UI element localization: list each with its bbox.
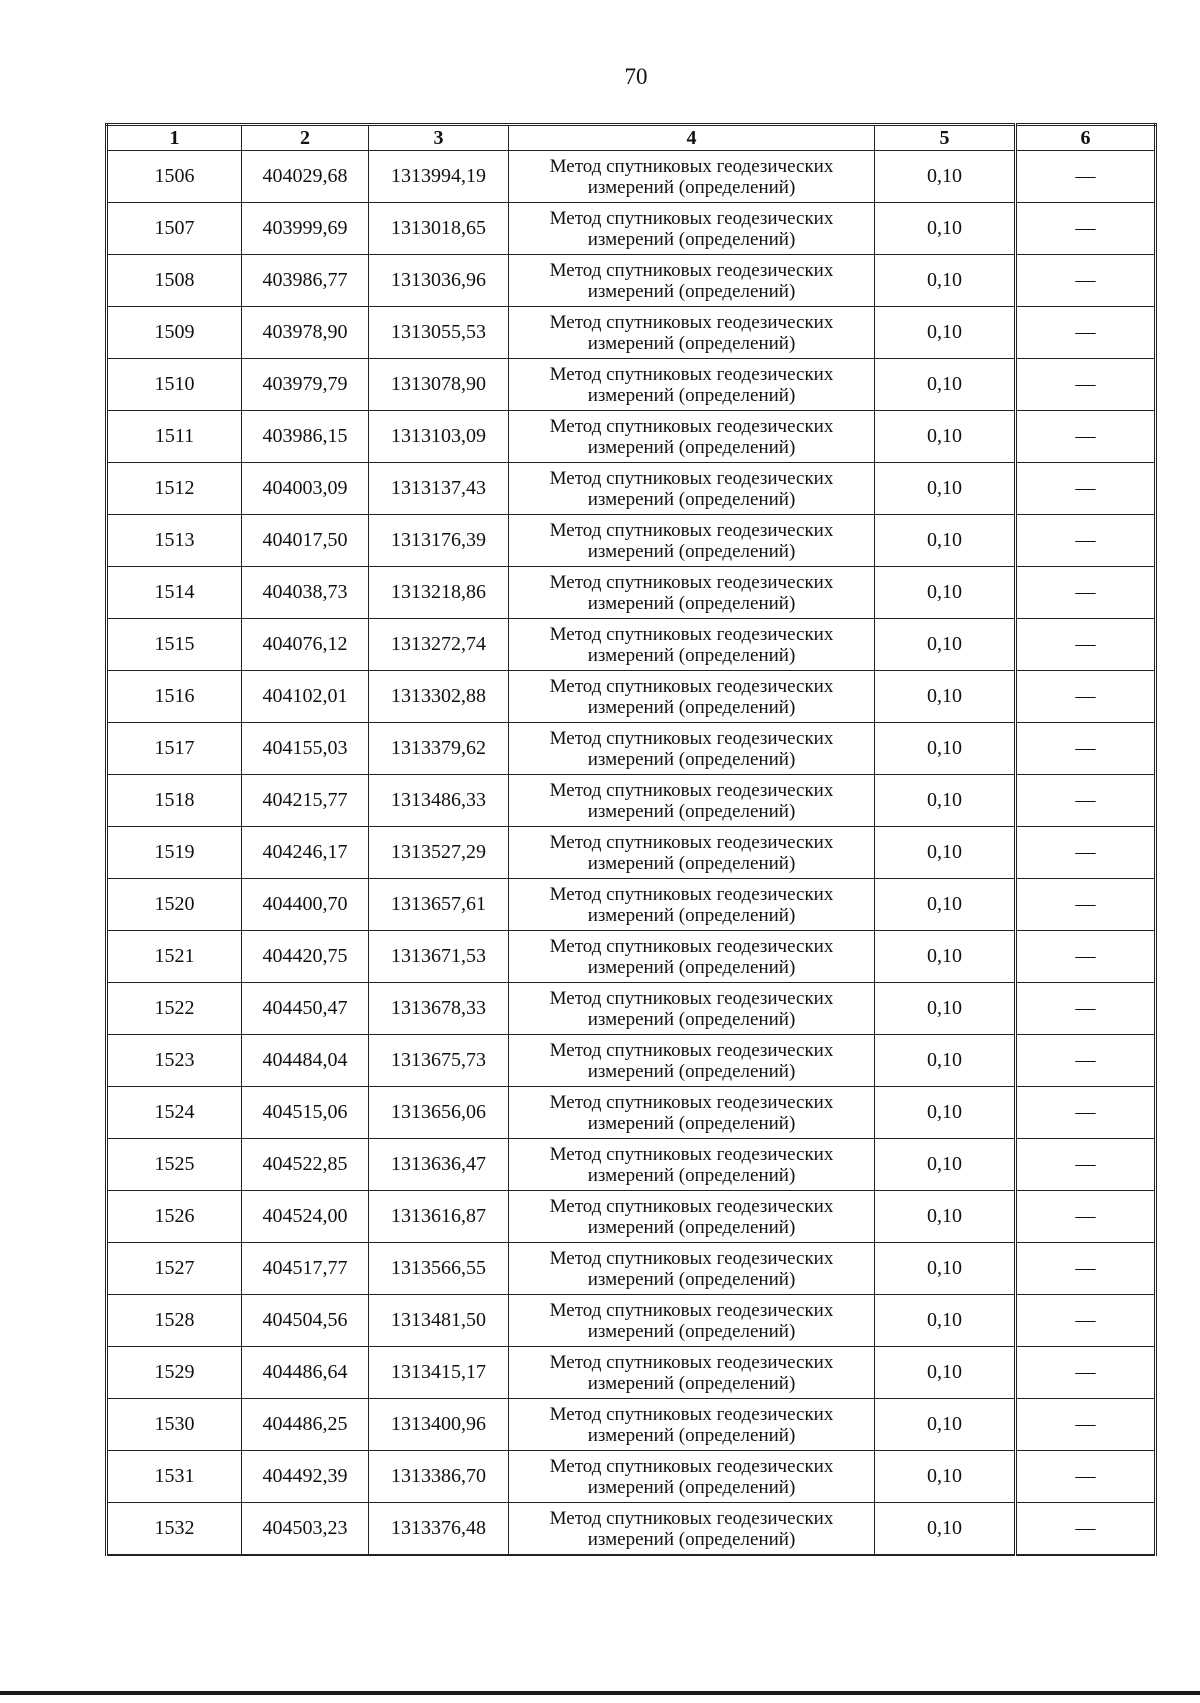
- method-cell: [509, 1399, 875, 1451]
- note-cell: [1016, 1139, 1156, 1191]
- method-cell: [509, 307, 875, 359]
- x-coordinate-cell: 404420,75: [242, 931, 369, 983]
- x-coordinate-cell: 403978,90: [242, 307, 369, 359]
- point-number-cell: 1507: [107, 203, 242, 255]
- note-cell: [1016, 1191, 1156, 1243]
- note-cell: [1016, 203, 1156, 255]
- accuracy-cell: 0,10: [875, 203, 1016, 255]
- x-coordinate-cell: 404503,23: [242, 1503, 369, 1556]
- method-cell: [509, 203, 875, 255]
- point-number-cell: 1516: [107, 671, 242, 723]
- x-coordinate-cell: 403986,15: [242, 411, 369, 463]
- dash-mark: —: [1075, 1205, 1096, 1227]
- y-coordinate-cell: 1313176,39: [369, 515, 509, 567]
- note-cell: [1016, 463, 1156, 515]
- table-row: [107, 463, 1156, 515]
- dash-mark: —: [1075, 1465, 1096, 1487]
- accuracy-cell: 0,10: [875, 463, 1016, 515]
- y-coordinate-cell: 1313379,62: [369, 723, 509, 775]
- method-line-1: Метод спутниковых геодезических: [549, 935, 834, 957]
- point-number-cell: 1524: [107, 1087, 242, 1139]
- point-number-cell: 1519: [107, 827, 242, 879]
- header-col-1: 1: [107, 125, 242, 151]
- method-cell: [509, 931, 875, 983]
- dash-mark: —: [1075, 581, 1096, 603]
- y-coordinate-cell: 1313994,19: [369, 151, 509, 203]
- point-number-cell: 1512: [107, 463, 242, 515]
- dash-mark: —: [1075, 1361, 1096, 1383]
- accuracy-cell: 0,10: [875, 151, 1016, 203]
- accuracy-cell: 0,10: [875, 1399, 1016, 1451]
- x-coordinate-cell: 404155,03: [242, 723, 369, 775]
- method-cell: [509, 619, 875, 671]
- note-cell: [1016, 1399, 1156, 1451]
- accuracy-cell: 0,10: [875, 879, 1016, 931]
- method-line-1: Метод спутниковых геодезических: [549, 571, 834, 593]
- method-cell: [509, 827, 875, 879]
- point-number-cell: 1525: [107, 1139, 242, 1191]
- note-cell: [1016, 931, 1156, 983]
- note-cell: [1016, 1503, 1156, 1556]
- x-coordinate-cell: 404017,50: [242, 515, 369, 567]
- header-col-2: 2: [242, 125, 369, 151]
- y-coordinate-cell: 1313486,33: [369, 775, 509, 827]
- note-cell: [1016, 359, 1156, 411]
- table-row: [107, 411, 1156, 463]
- dash-mark: —: [1075, 269, 1096, 291]
- method-cell: [509, 1243, 875, 1295]
- method-cell: [509, 723, 875, 775]
- y-coordinate-cell: 1313018,65: [369, 203, 509, 255]
- point-number-cell: 1511: [107, 411, 242, 463]
- dash-mark: —: [1075, 1257, 1096, 1279]
- point-number-cell: 1510: [107, 359, 242, 411]
- dash-mark: —: [1075, 1413, 1096, 1435]
- y-coordinate-cell: 1313218,86: [369, 567, 509, 619]
- method-line-1: Метод спутниковых геодезических: [549, 727, 834, 749]
- method-cell: [509, 983, 875, 1035]
- page-number: 70: [624, 64, 648, 89]
- method-line-1: Метод спутниковых геодезических: [549, 259, 834, 281]
- method-line-1: Метод спутниковых геодезических: [549, 155, 834, 177]
- point-number-cell: 1530: [107, 1399, 242, 1451]
- method-line-1: Метод спутниковых геодезических: [549, 1143, 834, 1165]
- method-line-1: Метод спутниковых геодезических: [549, 467, 834, 489]
- method-line-1: Метод спутниковых геодезических: [549, 883, 834, 905]
- accuracy-cell: 0,10: [875, 1503, 1016, 1556]
- header-col-3: 3: [369, 125, 509, 151]
- method-line-2: измерений (определений): [587, 228, 796, 250]
- x-coordinate-cell: 403986,77: [242, 255, 369, 307]
- x-coordinate-cell: 404522,85: [242, 1139, 369, 1191]
- x-coordinate-cell: 404246,17: [242, 827, 369, 879]
- method-line-1: Метод спутниковых геодезических: [549, 1039, 834, 1061]
- table-row: [107, 151, 1156, 203]
- accuracy-cell: 0,10: [875, 359, 1016, 411]
- table-row: [107, 567, 1156, 619]
- accuracy-cell: 0,10: [875, 723, 1016, 775]
- method-cell: [509, 1295, 875, 1347]
- table-row: [107, 307, 1156, 359]
- y-coordinate-cell: 1313656,06: [369, 1087, 509, 1139]
- table-row: [107, 879, 1156, 931]
- x-coordinate-cell: 404515,06: [242, 1087, 369, 1139]
- table-header: [107, 125, 1156, 151]
- method-line-2: измерений (определений): [587, 644, 796, 666]
- note-cell: [1016, 619, 1156, 671]
- accuracy-cell: 0,10: [875, 1139, 1016, 1191]
- table-row: [107, 1087, 1156, 1139]
- table-row: [107, 515, 1156, 567]
- method-line-2: измерений (определений): [587, 384, 796, 406]
- coordinates-table: [105, 123, 1157, 1556]
- x-coordinate-cell: 404215,77: [242, 775, 369, 827]
- method-line-2: измерений (определений): [587, 696, 796, 718]
- y-coordinate-cell: 1313078,90: [369, 359, 509, 411]
- note-cell: [1016, 1347, 1156, 1399]
- accuracy-cell: 0,10: [875, 1243, 1016, 1295]
- dash-mark: —: [1075, 633, 1096, 655]
- table-row: [107, 1191, 1156, 1243]
- y-coordinate-cell: 1313376,48: [369, 1503, 509, 1556]
- table-row: [107, 827, 1156, 879]
- point-number-cell: 1526: [107, 1191, 242, 1243]
- x-coordinate-cell: 404038,73: [242, 567, 369, 619]
- x-coordinate-cell: 404492,39: [242, 1451, 369, 1503]
- method-line-2: измерений (определений): [587, 1476, 796, 1498]
- accuracy-cell: 0,10: [875, 827, 1016, 879]
- method-line-1: Метод спутниковых геодезических: [549, 311, 834, 333]
- point-number-cell: 1515: [107, 619, 242, 671]
- accuracy-cell: 0,10: [875, 931, 1016, 983]
- table-row: [107, 1295, 1156, 1347]
- method-line-2: измерений (определений): [587, 1112, 796, 1134]
- dash-mark: —: [1075, 321, 1096, 343]
- table-row: [107, 1035, 1156, 1087]
- table-row: [107, 775, 1156, 827]
- y-coordinate-cell: 1313616,87: [369, 1191, 509, 1243]
- point-number-cell: 1520: [107, 879, 242, 931]
- note-cell: [1016, 515, 1156, 567]
- method-line-2: измерений (определений): [587, 1528, 796, 1550]
- y-coordinate-cell: 1313137,43: [369, 463, 509, 515]
- point-number-cell: 1508: [107, 255, 242, 307]
- accuracy-cell: 0,10: [875, 1295, 1016, 1347]
- point-number-cell: 1517: [107, 723, 242, 775]
- y-coordinate-cell: 1313675,73: [369, 1035, 509, 1087]
- point-number-cell: 1513: [107, 515, 242, 567]
- table-row: [107, 931, 1156, 983]
- accuracy-cell: 0,10: [875, 619, 1016, 671]
- note-cell: [1016, 723, 1156, 775]
- point-number-cell: 1523: [107, 1035, 242, 1087]
- y-coordinate-cell: 1313678,33: [369, 983, 509, 1035]
- method-line-2: измерений (определений): [587, 956, 796, 978]
- note-cell: [1016, 1243, 1156, 1295]
- method-cell: [509, 671, 875, 723]
- dash-mark: —: [1075, 997, 1096, 1019]
- dash-mark: —: [1075, 1049, 1096, 1071]
- accuracy-cell: 0,10: [875, 775, 1016, 827]
- method-line-2: измерений (определений): [587, 488, 796, 510]
- note-cell: [1016, 827, 1156, 879]
- x-coordinate-cell: 404524,00: [242, 1191, 369, 1243]
- dash-mark: —: [1075, 893, 1096, 915]
- method-line-2: измерений (определений): [587, 852, 796, 874]
- dash-mark: —: [1075, 425, 1096, 447]
- note-cell: [1016, 307, 1156, 359]
- x-coordinate-cell: 404400,70: [242, 879, 369, 931]
- table-row: [107, 1451, 1156, 1503]
- table-body: [107, 151, 1156, 1556]
- x-coordinate-cell: 403979,79: [242, 359, 369, 411]
- accuracy-cell: 0,10: [875, 1451, 1016, 1503]
- method-line-1: Метод спутниковых геодезических: [549, 363, 834, 385]
- table-row: [107, 1347, 1156, 1399]
- y-coordinate-cell: 1313400,96: [369, 1399, 509, 1451]
- table-row: [107, 671, 1156, 723]
- note-cell: [1016, 411, 1156, 463]
- point-number-cell: 1518: [107, 775, 242, 827]
- accuracy-cell: 0,10: [875, 567, 1016, 619]
- method-cell: [509, 1191, 875, 1243]
- method-cell: [509, 411, 875, 463]
- x-coordinate-cell: 404517,77: [242, 1243, 369, 1295]
- method-line-1: Метод спутниковых геодезических: [549, 623, 834, 645]
- method-line-2: измерений (определений): [587, 1372, 796, 1394]
- header-col-4: 4: [509, 125, 875, 151]
- method-line-2: измерений (определений): [587, 904, 796, 926]
- method-line-1: Метод спутниковых геодезических: [549, 1091, 834, 1113]
- accuracy-cell: 0,10: [875, 1191, 1016, 1243]
- method-line-2: измерений (определений): [587, 1008, 796, 1030]
- dash-mark: —: [1075, 165, 1096, 187]
- method-line-2: измерений (определений): [587, 332, 796, 354]
- accuracy-cell: 0,10: [875, 1347, 1016, 1399]
- note-cell: [1016, 879, 1156, 931]
- x-coordinate-cell: 404486,64: [242, 1347, 369, 1399]
- point-number-cell: 1509: [107, 307, 242, 359]
- y-coordinate-cell: 1313636,47: [369, 1139, 509, 1191]
- table-row: [107, 1139, 1156, 1191]
- point-number-cell: 1529: [107, 1347, 242, 1399]
- dash-mark: —: [1075, 529, 1096, 551]
- y-coordinate-cell: 1313386,70: [369, 1451, 509, 1503]
- method-cell: [509, 255, 875, 307]
- header-col-6: 6: [1016, 125, 1156, 151]
- method-cell: [509, 1087, 875, 1139]
- method-line-2: измерений (определений): [587, 1320, 796, 1342]
- note-cell: [1016, 255, 1156, 307]
- method-line-2: измерений (определений): [587, 800, 796, 822]
- accuracy-cell: 0,10: [875, 411, 1016, 463]
- accuracy-cell: 0,10: [875, 307, 1016, 359]
- accuracy-cell: 0,10: [875, 515, 1016, 567]
- method-cell: [509, 1139, 875, 1191]
- y-coordinate-cell: 1313671,53: [369, 931, 509, 983]
- note-cell: [1016, 151, 1156, 203]
- point-number-cell: 1531: [107, 1451, 242, 1503]
- method-cell: [509, 359, 875, 411]
- dash-mark: —: [1075, 1101, 1096, 1123]
- accuracy-cell: 0,10: [875, 671, 1016, 723]
- note-cell: [1016, 983, 1156, 1035]
- x-coordinate-cell: 404484,04: [242, 1035, 369, 1087]
- dash-mark: —: [1075, 685, 1096, 707]
- method-line-1: Метод спутниковых геодезических: [549, 831, 834, 853]
- y-coordinate-cell: 1313302,88: [369, 671, 509, 723]
- y-coordinate-cell: 1313103,09: [369, 411, 509, 463]
- y-coordinate-cell: 1313036,96: [369, 255, 509, 307]
- accuracy-cell: 0,10: [875, 255, 1016, 307]
- method-line-1: Метод спутниковых геодезических: [549, 207, 834, 229]
- method-line-1: Метод спутниковых геодезических: [549, 675, 834, 697]
- x-coordinate-cell: 404504,56: [242, 1295, 369, 1347]
- point-number-cell: 1527: [107, 1243, 242, 1295]
- method-line-2: измерений (определений): [587, 540, 796, 562]
- y-coordinate-cell: 1313055,53: [369, 307, 509, 359]
- table-row: [107, 1243, 1156, 1295]
- x-coordinate-cell: 404029,68: [242, 151, 369, 203]
- method-line-1: Метод спутниковых геодезических: [549, 1455, 834, 1477]
- method-cell: [509, 1451, 875, 1503]
- x-coordinate-cell: 404486,25: [242, 1399, 369, 1451]
- method-line-1: Метод спутниковых геодезических: [549, 1351, 834, 1373]
- dash-mark: —: [1075, 737, 1096, 759]
- method-cell: [509, 151, 875, 203]
- y-coordinate-cell: 1313272,74: [369, 619, 509, 671]
- method-line-2: измерений (определений): [587, 280, 796, 302]
- method-line-1: Метод спутниковых геодезических: [549, 1299, 834, 1321]
- note-cell: [1016, 775, 1156, 827]
- method-cell: [509, 1035, 875, 1087]
- y-coordinate-cell: 1313566,55: [369, 1243, 509, 1295]
- method-line-2: измерений (определений): [587, 1424, 796, 1446]
- method-cell: [509, 775, 875, 827]
- method-cell: [509, 463, 875, 515]
- point-number-cell: 1532: [107, 1503, 242, 1556]
- point-number-cell: 1514: [107, 567, 242, 619]
- dash-mark: —: [1075, 373, 1096, 395]
- table-row: [107, 1399, 1156, 1451]
- x-coordinate-cell: 404450,47: [242, 983, 369, 1035]
- accuracy-cell: 0,10: [875, 1035, 1016, 1087]
- header-col-5: 5: [875, 125, 1016, 151]
- dash-mark: —: [1075, 789, 1096, 811]
- method-line-2: измерений (определений): [587, 1164, 796, 1186]
- method-cell: [509, 879, 875, 931]
- method-cell: [509, 567, 875, 619]
- note-cell: [1016, 1451, 1156, 1503]
- dash-mark: —: [1075, 477, 1096, 499]
- table-row: [107, 1503, 1156, 1556]
- bottom-rule: [0, 1691, 1200, 1695]
- method-cell: [509, 515, 875, 567]
- method-cell: [509, 1503, 875, 1556]
- y-coordinate-cell: 1313527,29: [369, 827, 509, 879]
- method-line-2: измерений (определений): [587, 592, 796, 614]
- dash-mark: —: [1075, 945, 1096, 967]
- x-coordinate-cell: 404076,12: [242, 619, 369, 671]
- dash-mark: —: [1075, 841, 1096, 863]
- method-line-1: Метод спутниковых геодезических: [549, 1507, 834, 1529]
- header-row: [107, 125, 1156, 151]
- accuracy-cell: 0,10: [875, 1087, 1016, 1139]
- dash-mark: —: [1075, 1153, 1096, 1175]
- point-number-cell: 1521: [107, 931, 242, 983]
- y-coordinate-cell: 1313481,50: [369, 1295, 509, 1347]
- method-line-2: измерений (определений): [587, 1060, 796, 1082]
- table-row: [107, 255, 1156, 307]
- note-cell: [1016, 1295, 1156, 1347]
- method-line-1: Метод спутниковых геодезических: [549, 415, 834, 437]
- table-row: [107, 203, 1156, 255]
- y-coordinate-cell: 1313657,61: [369, 879, 509, 931]
- y-coordinate-cell: 1313415,17: [369, 1347, 509, 1399]
- coordinates-table-wrapper: [105, 123, 1154, 1556]
- note-cell: [1016, 1035, 1156, 1087]
- point-number-cell: 1522: [107, 983, 242, 1035]
- method-line-1: Метод спутниковых геодезических: [549, 779, 834, 801]
- note-cell: [1016, 1087, 1156, 1139]
- point-number-cell: 1528: [107, 1295, 242, 1347]
- table-row: [107, 359, 1156, 411]
- note-cell: [1016, 671, 1156, 723]
- method-line-2: измерений (определений): [587, 1268, 796, 1290]
- method-line-2: измерений (определений): [587, 1216, 796, 1238]
- x-coordinate-cell: 404102,01: [242, 671, 369, 723]
- method-line-1: Метод спутниковых геодезических: [549, 987, 834, 1009]
- dash-mark: —: [1075, 217, 1096, 239]
- table-row: [107, 723, 1156, 775]
- method-line-1: Метод спутниковых геодезических: [549, 1403, 834, 1425]
- method-line-1: Метод спутниковых геодезических: [549, 519, 834, 541]
- method-line-1: Метод спутниковых геодезических: [549, 1195, 834, 1217]
- method-line-1: Метод спутниковых геодезических: [549, 1247, 834, 1269]
- table-row: [107, 983, 1156, 1035]
- method-cell: [509, 1347, 875, 1399]
- note-cell: [1016, 567, 1156, 619]
- accuracy-cell: 0,10: [875, 983, 1016, 1035]
- x-coordinate-cell: 403999,69: [242, 203, 369, 255]
- dash-mark: —: [1075, 1309, 1096, 1331]
- method-line-2: измерений (определений): [587, 176, 796, 198]
- method-line-2: измерений (определений): [587, 436, 796, 458]
- method-line-2: измерений (определений): [587, 748, 796, 770]
- point-number-cell: 1506: [107, 151, 242, 203]
- table-row: [107, 619, 1156, 671]
- dash-mark: —: [1075, 1517, 1096, 1539]
- x-coordinate-cell: 404003,09: [242, 463, 369, 515]
